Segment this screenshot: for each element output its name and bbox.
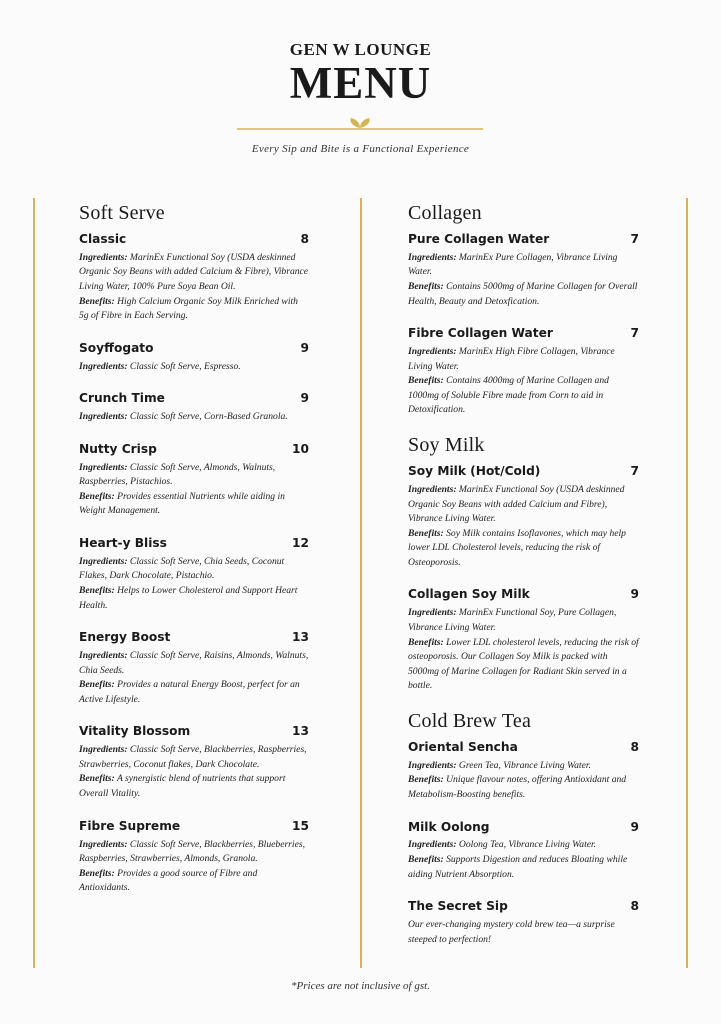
ingredients-label: Ingredients:: [79, 650, 128, 662]
item-price: 9: [300, 340, 309, 355]
menu-item: [79, 232, 309, 324]
item-description: [408, 606, 639, 694]
item-description: [408, 345, 639, 418]
item-price: 7: [630, 464, 639, 479]
item-price: 15: [292, 818, 309, 833]
price-footnote: *Prices are not inclusive of gst.: [291, 980, 430, 992]
item-description: [79, 461, 309, 519]
ingredients-text: Classic Soft Serve, Espresso.: [129, 360, 241, 372]
ingredients-label: Ingredients:: [79, 251, 128, 263]
benefits-label: Benefits:: [79, 490, 115, 502]
item-description: [408, 251, 639, 309]
benefits-label: Benefits:: [79, 585, 115, 597]
center-divider-line: [360, 198, 362, 968]
item-description: [79, 838, 309, 896]
section-title-cold-brew-tea: Cold Brew Tea: [408, 709, 532, 732]
venue-name: GEN W LOUNGE: [289, 40, 432, 59]
menu-item: [79, 724, 309, 801]
ingredients-text: Classic Soft Serve, Blackberries, Raspberries, Strawberries, Coconut flakes, Dark Chocolate.: [79, 744, 307, 770]
ingredients-text: MarinEx High Fibre Collagen, Vibrance Living Water.: [408, 346, 615, 372]
ingredients-label: Ingredients:: [408, 346, 457, 358]
item-description: [79, 251, 309, 324]
item-name: Classic: [79, 232, 127, 246]
item-name: Milk Oolong: [408, 819, 490, 834]
benefits-text: Supports Digestion and reduces Bloating while aiding Nutrient Absorption.: [408, 854, 628, 880]
menu-item: [408, 740, 639, 803]
item-price: 10: [292, 441, 309, 456]
benefits-label: Benefits:: [408, 281, 444, 293]
item-description: [79, 649, 309, 707]
benefits-text: Lower LDL cholesterol levels, reducing the risk of osteoporosis. Our Collagen Soy Milk is packed with 5000mg of Marine Collagen for Radiant Skin served in a bottle.: [408, 636, 639, 692]
menu-item: [408, 899, 639, 947]
benefits-label: Benefits:: [408, 854, 444, 865]
item-name: Nutty Crisp: [79, 441, 157, 456]
ingredients-label: Ingredients:: [79, 461, 128, 473]
left-border-line: [33, 198, 35, 968]
ingredients-text: Classic Soft Serve, Chia Seeds, Coconut Flakes, Dark Chocolate, Pistachio.: [79, 555, 285, 582]
item-description: Our ever-changing mystery cold brew tea—a surprise steeped to perfection!: [408, 919, 615, 945]
item-price: 13: [292, 630, 309, 645]
item-price: 8: [630, 899, 639, 914]
ingredients-text: Classic Soft Serve, Almonds, Walnuts, Raspberries, Pistachios.: [79, 461, 276, 488]
item-name: Fibre Collagen Water: [408, 326, 553, 341]
right-border-line: [686, 198, 688, 968]
right-column: [408, 200, 639, 947]
menu-item: [79, 341, 309, 374]
item-description: [408, 483, 639, 571]
item-name: Collagen Soy Milk: [408, 587, 530, 602]
item-description: [79, 360, 309, 375]
item-name: Vitality Blossom: [79, 724, 191, 739]
ingredients-text: MarinEx Functional Soy (USDA deskinned Organic Soy Beans with added Calcium and Fibre), Vibrance Living Water.: [408, 483, 625, 525]
ingredients-text: Green Tea, Vibrance Living Water.: [458, 759, 591, 771]
benefits-label: Benefits:: [79, 867, 115, 879]
menu-item: [79, 536, 309, 613]
ingredients-label: Ingredients:: [408, 839, 457, 851]
item-price: 8: [630, 739, 639, 754]
item-name: Heart-y Bliss: [79, 535, 167, 550]
item-price: 7: [630, 232, 639, 246]
ingredients-label: Ingredients:: [408, 251, 457, 263]
ingredients-label: Ingredients:: [79, 555, 128, 567]
item-description: [79, 555, 309, 613]
menu-item: [79, 819, 309, 896]
ingredients-text: Classic Soft Serve, Raisins, Almonds, Walnuts, Chia Seeds.: [79, 650, 309, 676]
menu-item: [79, 442, 309, 519]
menu-item: [79, 630, 309, 707]
benefits-label: Benefits:: [408, 375, 444, 387]
menu-item: [79, 391, 309, 424]
item-name: The Secret Sip: [408, 899, 508, 914]
ingredients-text: Classic Soft Serve, Blackberries, Blueberries, Raspberries, Strawberries, Almonds, Granola.: [79, 838, 305, 865]
leaf-icon: [350, 118, 369, 128]
ingredients-label: Ingredients:: [79, 360, 128, 372]
benefits-text: Contains 4000mg of Marine Collagen and 1000mg of Soluble Fibre made from Corn to aid in Detoxification.: [408, 375, 609, 416]
menu-item: [408, 820, 639, 883]
ingredients-label: Ingredients:: [408, 483, 457, 495]
benefits-text: High Calcium Organic Soy Milk Enriched with 5g of Fibre in Each Serving.: [79, 295, 298, 322]
ingredients-label: Ingredients:: [408, 759, 457, 771]
benefits-label: Benefits:: [79, 773, 115, 785]
menu-item: [408, 464, 639, 570]
menu-item: [408, 232, 639, 309]
menu-item: [408, 326, 639, 418]
item-price: 12: [292, 535, 309, 550]
tagline: Every Sip and Bite is a Functional Experience: [251, 143, 470, 155]
section-title-soy-milk: Soy Milk: [408, 434, 485, 457]
benefits-text: Provides a good source of Fibre and Antioxidants.: [79, 867, 258, 894]
leaf-divider: [237, 117, 483, 131]
benefits-label: Benefits:: [79, 679, 115, 691]
benefits-text: Unique flavour notes, offering Antioxidant and Metabolism-Boosting benefits.: [408, 774, 627, 800]
ingredients-label: Ingredients:: [79, 411, 128, 423]
benefits-text: A synergistic blend of nutrients that support Overall Vitality.: [79, 773, 286, 800]
item-name: Fibre Supreme: [79, 818, 181, 833]
item-price: 9: [300, 391, 309, 406]
ingredients-text: MarinEx Functional Soy (USDA deskinned Organic Soy Beans with added Calcium & Fibre), Vibrance Living Water, 100% Pure Soya Bean Oil.: [79, 251, 309, 293]
item-description: [79, 743, 309, 801]
ingredients-text: MarinEx Pure Collagen, Vibrance Living Water.: [408, 251, 618, 278]
ingredients-label: Ingredients:: [79, 744, 128, 756]
benefits-label: Benefits:: [79, 295, 115, 307]
item-description: [79, 410, 309, 425]
item-description: [408, 759, 639, 803]
item-price: 8: [300, 232, 309, 246]
ingredients-text: MarinEx Functional Soy, Pure Collagen, Vibrance Living Water.: [408, 607, 617, 633]
section-title-soft-serve: Soft Serve: [79, 202, 165, 224]
benefits-text: Contains 5000mg of Marine Collagen for Overall Health, Beauty and Detoxfication.: [408, 281, 638, 307]
item-name: Soyffogato: [79, 340, 154, 355]
item-name: Soy Milk (Hot/Cold): [408, 464, 541, 479]
item-description: [408, 838, 639, 882]
item-price: 9: [630, 587, 639, 602]
ingredients-text: Oolong Tea, Vibrance Living Water.: [458, 839, 597, 851]
item-name: Crunch Time: [79, 391, 165, 406]
left-column: [79, 200, 309, 896]
benefits-text: Soy Milk contains Isoflavones, which may help lower LDL Cholesterol levels, reducing the risk of Osteoporosis.: [408, 527, 626, 568]
item-price: 7: [630, 326, 639, 341]
benefits-label: Benefits:: [408, 636, 444, 648]
benefits-label: Benefits:: [408, 527, 444, 539]
item-name: Oriental Sencha: [408, 739, 518, 754]
item-name: Pure Collagen Water: [408, 232, 550, 246]
item-name: Energy Boost: [79, 630, 171, 645]
ingredients-label: Ingredients:: [408, 607, 457, 619]
section-title-collagen: Collagen: [408, 202, 482, 224]
benefits-text: Provides essential Nutrients while aiding in Weight Management.: [79, 490, 285, 517]
benefits-text: Helps to Lower Cholesterol and Support Heart Health.: [79, 585, 298, 611]
ingredients-label: Ingredients:: [79, 838, 128, 850]
page-title: MENU: [289, 58, 432, 108]
item-price: 13: [292, 724, 309, 739]
menu-item: [408, 587, 639, 693]
benefits-label: Benefits:: [408, 774, 444, 786]
ingredients-text: Classic Soft Serve, Corn-Based Granola.: [129, 411, 288, 423]
benefits-text: Provides a natural Energy Boost, perfect for an Active Lifestyle.: [79, 679, 300, 705]
item-price: 9: [630, 819, 639, 834]
